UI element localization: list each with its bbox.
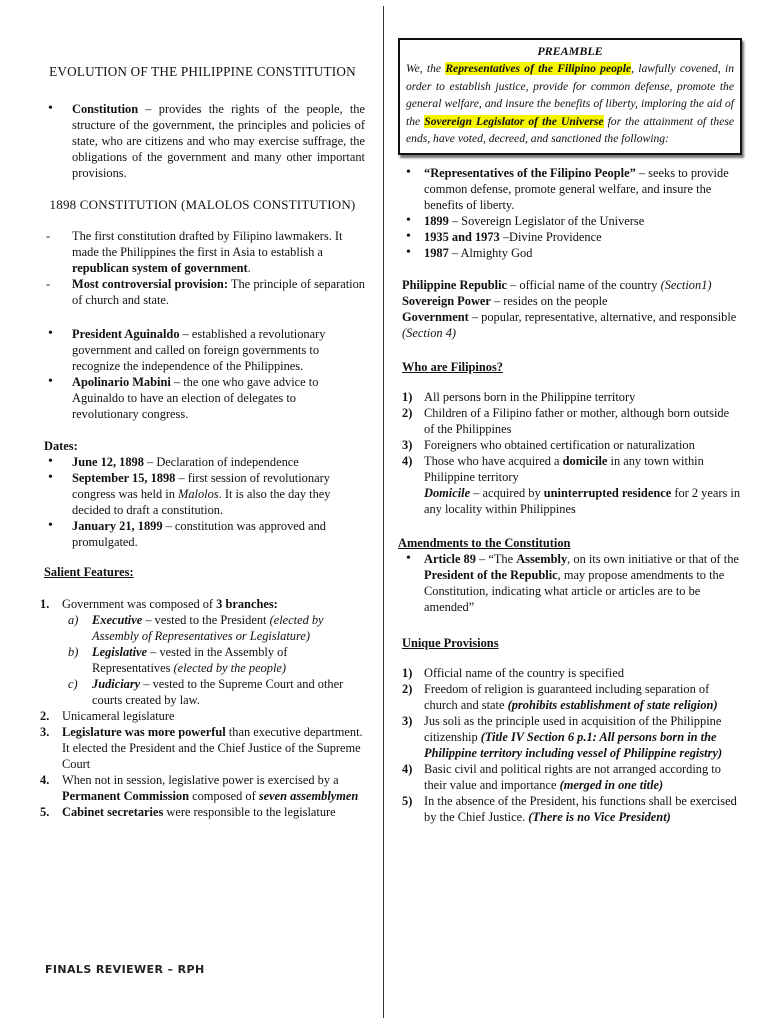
provision-item: 5) In the absence of the President, his functions shall be exercised by the Chief Justice. (There is no Vice President) xyxy=(402,794,737,825)
amendments-heading: Amendments to the Constitution xyxy=(398,536,571,551)
filipino-item: 1) All persons born in the Philippine territory xyxy=(402,390,636,405)
preamble-text: We, the Representatives of the Filipino people, lawfully covened, in order to establish justice, provide for common defense, promote the general welfare, and insure the benefits of liberty, imploring the aid of the Sovereign Legislator of the Universe for the attainment of these ends, have voted, decreed, and sanctioned the following: xyxy=(406,62,734,146)
preamble-note-bullet: • 1935 and 1973 –Divine Providence xyxy=(402,229,742,245)
salient-features-heading: Salient Features: xyxy=(44,565,134,579)
column-divider xyxy=(383,6,384,1018)
philippine-republic-def: Philippine Republic – official name of the country (Section1) xyxy=(402,278,712,293)
controversial-provision-item: - Most controversial provision: The principle of separation of church and state. xyxy=(40,276,365,308)
dates-heading: Dates: xyxy=(44,439,78,453)
first-constitution-item: - The first constitution drafted by Filipino lawmakers. It made the Philippines the first in Asia to establish a republican system of government. xyxy=(40,228,365,276)
page-footer: FINALS REVIEWER – RPH xyxy=(45,963,205,976)
filipino-item: 4) Those who have acquired a domicile in any town within Philippine territory Domicile – acquired by uninterrupted residence for 2 years in any locality within Philippines xyxy=(402,454,741,517)
branch-item: b) Legislative – vested in the Assembly of Representatives (elected by the people) xyxy=(68,645,288,675)
right-column xyxy=(398,38,742,825)
date-item: • January 21, 1899 – constitution was approved and promulgated. xyxy=(40,518,365,550)
government-def: Government – popular, representative, alternative, and responsible (Section 4) xyxy=(402,310,737,341)
salient-item: 1. Government was composed of 3 branches: xyxy=(40,597,278,611)
date-item: • June 12, 1898 – Declaration of independence xyxy=(40,454,365,470)
provision-item: 1) Official name of the country is specified xyxy=(402,666,625,681)
preamble-note-bullet: • 1899 – Sovereign Legislator of the Universe xyxy=(402,213,742,229)
page-title: EVOLUTION OF THE PHILIPPINE CONSTITUTION xyxy=(49,64,356,79)
preamble-note-bullet: • “Representatives of the Filipino People” – seeks to provide common defense, promote general welfare, and insure the benefits of liberty. xyxy=(402,165,742,213)
preamble-box xyxy=(398,38,742,155)
date-item: • September 15, 1898 – first session of revolutionary congress was held in Malolos. It is also the day they decided to draft a constitution. xyxy=(40,470,365,518)
salient-item: 2. Unicameral legislature xyxy=(40,709,175,723)
constitution-bullet: • Constitution – provides the rights of the people, the structure of the government, the principles and policies of state, who are citizens and who may exercise suffrage, the obligations of the government and many other important provisions. xyxy=(40,101,365,181)
article-89-bullet: • Article 89 – “The Assembly, on its own initiative or that of the President of the Republic, may propose amendments to the Constitution, indicating what article or articles are to be amended” xyxy=(402,551,742,615)
filipino-item: 3) Foreigners who obtained certification or naturalization xyxy=(402,438,695,453)
branch-item: c) Judiciary – vested to the Supreme Court and other courts created by law. xyxy=(68,677,344,707)
sovereign-power-def: Sovereign Power – resides on the people xyxy=(402,294,608,309)
provision-item: 4) Basic civil and political rights are not arranged according to their value and importance (merged in one title) xyxy=(402,762,721,793)
provision-item: 3) Jus soli as the principle used in acquisition of the Philippine citizenship (Title IV Section 6 p.1: All persons born in the Philippine territory including vessel of Philippine registry) xyxy=(402,714,723,761)
unique-provisions-heading: Unique Provisions xyxy=(402,636,499,651)
salient-item: 4. When not in session, legislative power is exercised by a Permanent Commission composed of seven assemblymen xyxy=(40,773,359,803)
filipino-item: 2) Children of a Filipino father or mother, although born outside of the Philippines xyxy=(402,406,730,437)
preamble-title: PREAMBLE xyxy=(537,44,603,58)
preamble-note-bullet: • 1987 – Almighty God xyxy=(402,245,742,261)
salient-item: 3. Legislature was more powerful than executive department. It elected the President and the Chief Justice of the Supreme Court xyxy=(40,725,363,771)
malolos-title: 1898 CONSTITUTION (MALOLOS CONSTITUTION) xyxy=(49,197,356,212)
aguinaldo-bullet: • President Aguinaldo – established a revolutionary government and called on foreign governments to recognize the independence of the Philippines. xyxy=(40,326,365,374)
salient-item: 5. Cabinet secretaries were responsible to the legislature xyxy=(40,805,336,819)
mabini-bullet: • Apolinario Mabini – the one who gave advice to Aguinaldo to have an election of delegates to revolutionary congress. xyxy=(40,374,365,422)
left-column xyxy=(40,62,365,820)
who-are-filipinos-heading: Who are Filipinos? xyxy=(402,360,503,375)
provision-item: 2) Freedom of religion is guaranteed including separation of church and state (prohibits establishment of state religion) xyxy=(402,682,718,713)
branch-item: a) Executive – vested to the President (elected by Assembly of Representatives or Legislature) xyxy=(68,613,324,643)
